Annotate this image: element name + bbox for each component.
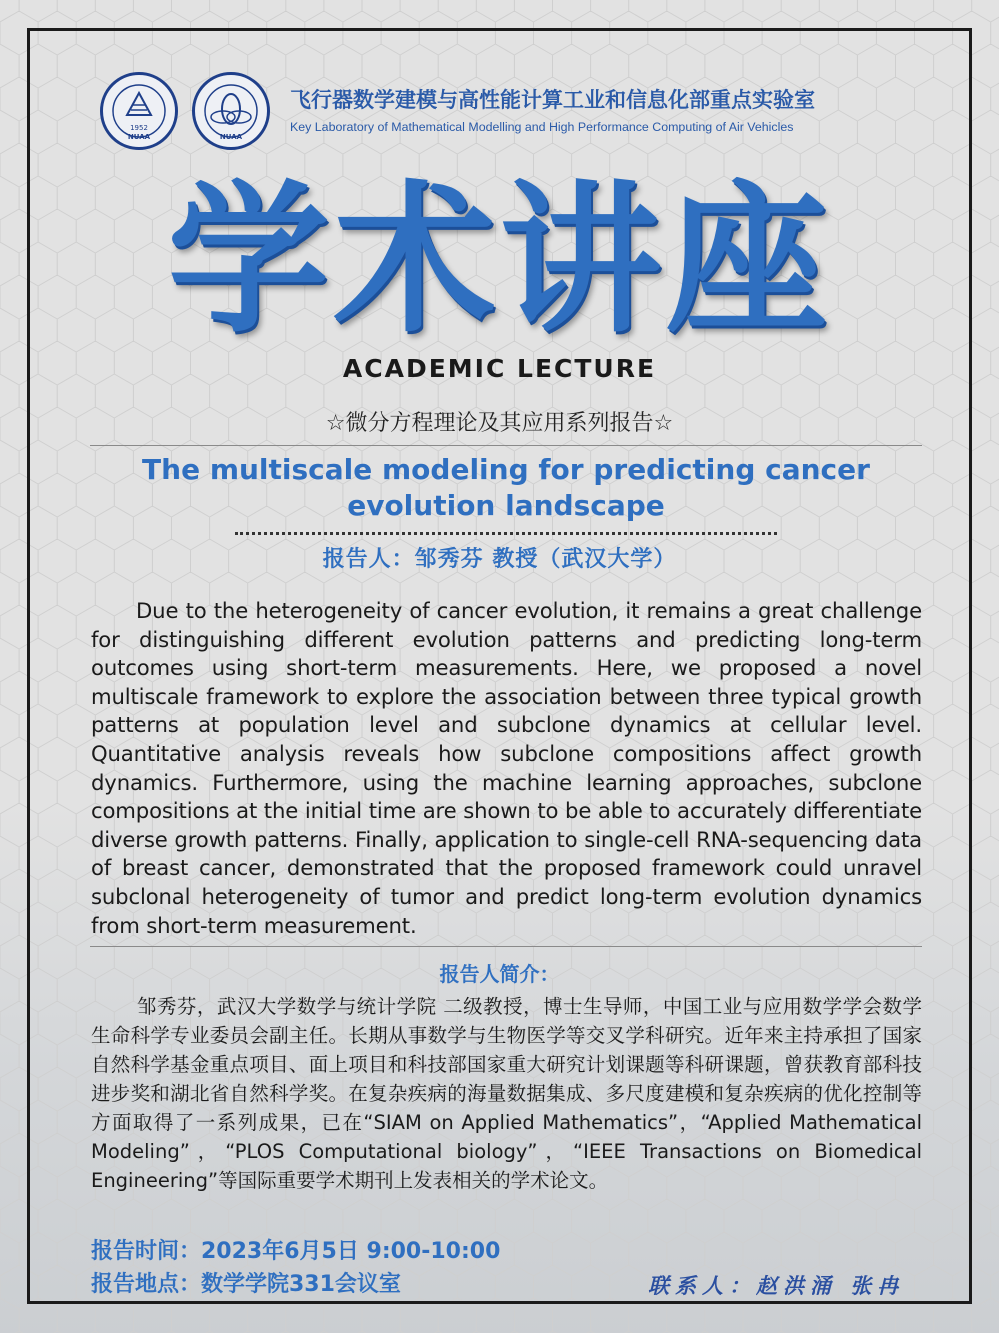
abstract: Due to the heterogeneity of cancer evolution, it remains a great challenge for distinguishing different evolution patterns and predicting long-term outcomes using short-term measurements. Here, we proposed a novel multiscale framework to explore the association between three typical growth patterns at population level and subclone dynamics at cellular level. Quantitative analysis reveals how subclone compositions affect growth dynamics. Furthermore, using the machine learning approaches, subclone compositions at the initial time are shown to be able to accurately differentiate diverse growth patterns. Finally, application to single-cell RNA-sequencing data of breast cancer, demonstrated that the proposed framework could unravel subclonal heterogeneity of tumor and predict long-term evolution dynamics from short-term measurement.	[91, 598, 922, 938]
logo-abbr: NUAA	[127, 133, 151, 141]
main-title-en: ACADEMIC LECTURE	[342, 354, 657, 383]
contact-persons: 联系人：赵洪涌 张冉	[648, 1273, 905, 1298]
lecture-time: 报告时间：2023年6月5日 9:00-10:00	[91, 1239, 501, 1264]
speaker-bio: 邹秀芬，武汉大学数学与统计学院 二级教授，博士生导师，中国工业与应用数学学会数学生命科学专业委员会副主任。长期从事数学与生物医学等交叉学科研究。近年来主持承担了国家自然科学基金重点项目、面上项目和科技部国家重大研究计划课题等科研课题，曾获教育部科技进步奖和湖北省自然科学奖。在复杂疾病的海量数据集成、多尺度建模和复杂疾病的优化控制等方面取得了一系列成果，已在“SIAM on Applied Mathematics”，“Applied Mathematical Modeling”，“PLOS Computational biology”，“IEEE Transactions on Biomedical Engineering”等国际重要学术期刊上发表相关的学术论文。	[91, 995, 922, 1192]
talk-title: The multiscale modeling for predicting cancer evolution landscape	[142, 453, 870, 522]
header	[100, 72, 900, 154]
lab-name-cn: 飞行器数学建模与高性能计算工业和信息化部重点实验室	[290, 88, 815, 112]
divider	[90, 946, 922, 947]
logo-year: 1952	[130, 124, 148, 132]
nuaa-logo	[100, 72, 178, 150]
divider	[90, 445, 922, 446]
main-title: 学术讲座	[167, 167, 832, 355]
speaker: 报告人：邹秀芬 教授（武汉大学）	[322, 547, 677, 572]
lab-name-en: Key Laboratory of Mathematical Modelling and High Performance Computing of Air Vehicles	[290, 120, 794, 134]
lab-logo	[192, 72, 270, 150]
lecture-place: 报告地点：数学学院331会议室	[91, 1272, 401, 1297]
dotted-divider	[235, 532, 777, 535]
logo-abbr: NUAA	[219, 133, 243, 141]
series-title: ☆微分方程理论及其应用系列报告☆	[325, 411, 674, 436]
bio-heading: 报告人简介：	[439, 962, 560, 986]
